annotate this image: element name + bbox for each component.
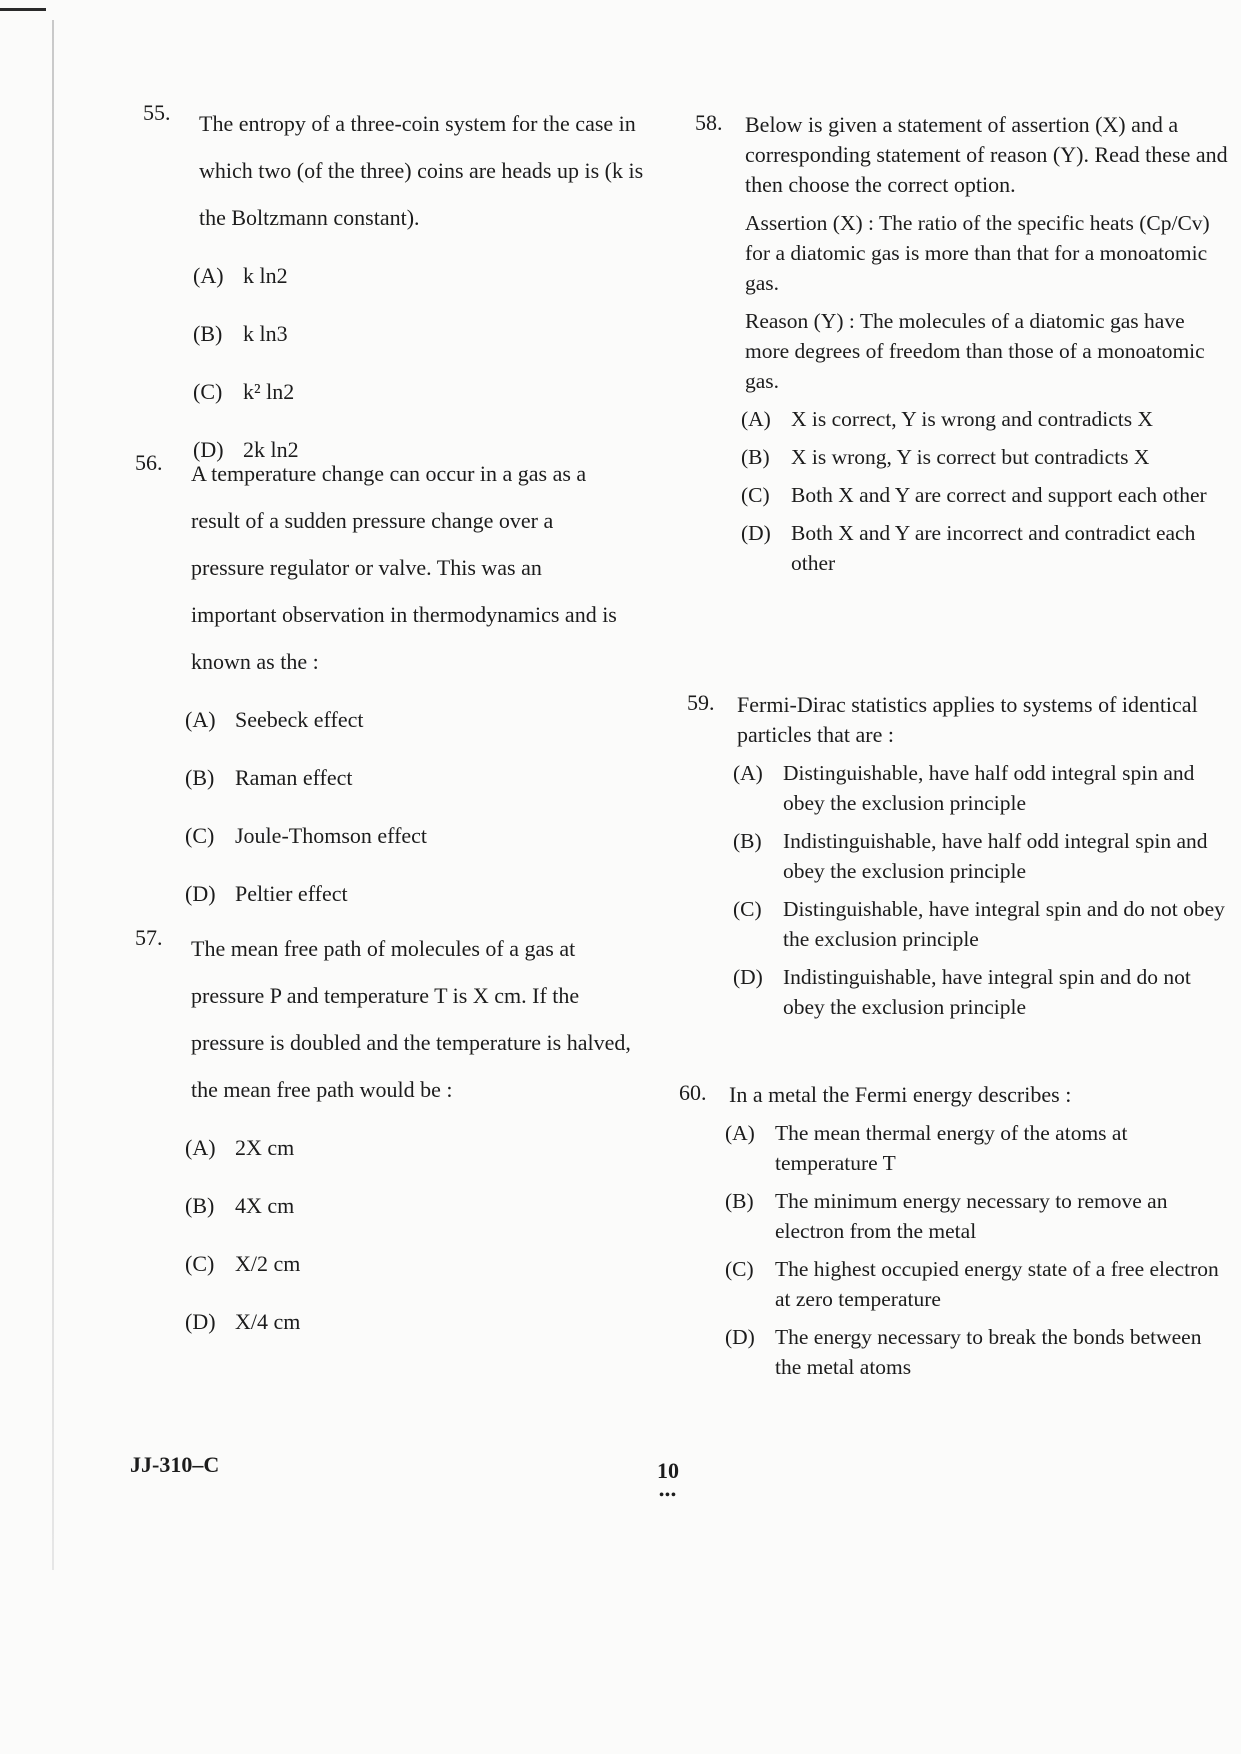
question-number: 60.	[679, 1080, 707, 1105]
option-label: (B)	[725, 1189, 754, 1213]
option-label: (D)	[733, 965, 763, 989]
option-c	[185, 807, 688, 865]
option-label: (C)	[741, 483, 770, 507]
option-b	[193, 305, 688, 363]
option-text: k² ln2	[243, 379, 295, 404]
option-label: (B)	[185, 765, 215, 790]
question-text: Fermi-Dirac statistics applies to systems of identical particles that are :	[737, 692, 1198, 747]
question-60	[679, 1080, 1233, 1382]
option-label: (D)	[741, 521, 771, 545]
option-label: (D)	[725, 1325, 755, 1349]
option-label: (C)	[733, 897, 762, 921]
option-c	[193, 363, 688, 421]
option-text: X/4 cm	[235, 1309, 301, 1334]
option-text: k ln3	[243, 321, 288, 346]
option-b	[741, 442, 1233, 472]
option-text: Raman effect	[235, 765, 353, 790]
option-label: (D)	[185, 1309, 216, 1334]
option-text: The mean thermal energy of the atoms at temperature T	[775, 1121, 1128, 1175]
scan-binding-edge	[52, 20, 54, 1570]
option-label: (A)	[741, 407, 771, 431]
paper-code: JJ-310–C	[130, 1452, 220, 1477]
option-label: (A)	[185, 707, 216, 732]
option-d	[741, 518, 1233, 578]
question-number: 58.	[695, 110, 723, 135]
option-b	[185, 749, 688, 807]
question-text: In a metal the Fermi energy describes :	[729, 1082, 1072, 1107]
option-text: Both X and Y are incorrect and contradict each other	[791, 521, 1196, 575]
question-text: Below is given a statement of assertion (X) and a corresponding statement of reason (Y). Read these and then choose the correct option.	[745, 112, 1228, 197]
option-label: (A)	[193, 263, 224, 288]
question-number: 57.	[135, 925, 163, 950]
option-label: (C)	[725, 1257, 754, 1281]
option-text: Peltier effect	[235, 881, 348, 906]
option-a	[185, 1119, 688, 1177]
option-text: Seebeck effect	[235, 707, 364, 732]
option-label: (B)	[733, 829, 762, 853]
option-text: The energy necessary to break the bonds between the metal atoms	[775, 1325, 1202, 1379]
question-55	[143, 100, 688, 460]
option-text: Distinguishable, have integral spin and do not obey the exclusion principle	[783, 897, 1225, 951]
option-d	[725, 1322, 1233, 1382]
option-text: The minimum energy necessary to remove an electron from the metal	[775, 1189, 1168, 1243]
option-label: (C)	[193, 379, 223, 404]
question-text: The mean free path of molecules of a gas at pressure P and temperature T is X cm. If the pressure is doubled and the temperature is halved, the mean free path would be :	[191, 936, 631, 1102]
option-b	[733, 826, 1233, 886]
option-d	[185, 865, 688, 923]
option-text: 4X cm	[235, 1193, 295, 1218]
question-number: 55.	[143, 100, 171, 125]
option-a	[185, 691, 688, 749]
option-text: X is wrong, Y is correct but contradicts X	[791, 445, 1150, 469]
option-label: (B)	[193, 321, 223, 346]
option-text: Indistinguishable, have integral spin and do not obey the exclusion principle	[783, 965, 1191, 1019]
option-label: (C)	[185, 823, 215, 848]
option-text: Joule-Thomson effect	[235, 823, 428, 848]
option-c	[725, 1254, 1233, 1314]
question-58	[695, 110, 1233, 690]
question-number: 56.	[135, 450, 163, 475]
option-d	[185, 1293, 688, 1351]
option-b	[185, 1177, 688, 1235]
reason-statement: Reason (Y) : The molecules of a diatomic gas have more degrees of freedom than those of a monoatomic gas.	[745, 309, 1205, 393]
scan-corner-mark	[0, 8, 46, 11]
option-text: X is correct, Y is wrong and contradicts X	[791, 407, 1154, 431]
page-dots: •••	[659, 1488, 677, 1503]
question-text: The entropy of a three-coin system for the case in which two (of the three) coins are heads up is (k is the Boltzmann constant).	[199, 111, 644, 230]
option-c	[185, 1235, 688, 1293]
question-text: A temperature change can occur in a gas as a result of a sudden pressure change over a pressure regulator or valve. This was an important observation in thermodynamics and is known as the :	[191, 461, 617, 674]
question-number: 59.	[687, 690, 715, 715]
option-label: (D)	[193, 437, 224, 462]
option-label: (C)	[185, 1251, 215, 1276]
option-c	[733, 894, 1233, 954]
option-label: (B)	[185, 1193, 215, 1218]
question-56	[135, 450, 688, 935]
option-a	[725, 1118, 1233, 1178]
question-59	[687, 690, 1233, 1080]
option-label: (B)	[741, 445, 770, 469]
assertion-statement: Assertion (X) : The ratio of the specific heats (Cp/Cv) for a diatomic gas is more than that for a monoatomic gas.	[745, 211, 1210, 295]
option-b	[725, 1186, 1233, 1246]
option-a	[193, 247, 688, 305]
option-label: (A)	[733, 761, 763, 785]
option-text: X/2 cm	[235, 1251, 301, 1276]
option-text: k ln2	[243, 263, 288, 288]
left-column	[135, 100, 688, 1351]
option-text: Both X and Y are correct and support each other	[791, 483, 1207, 507]
option-text: 2k ln2	[243, 437, 299, 462]
option-text: 2X cm	[235, 1135, 295, 1160]
option-text: Indistinguishable, have half odd integral spin and obey the exclusion principle	[783, 829, 1208, 883]
option-d	[733, 962, 1233, 1022]
option-label: (A)	[185, 1135, 216, 1160]
option-label: (D)	[185, 881, 216, 906]
option-text: Distinguishable, have half odd integral spin and obey the exclusion principle	[783, 761, 1195, 815]
option-c	[741, 480, 1233, 510]
question-57	[135, 925, 688, 1351]
right-column	[679, 110, 1233, 1382]
page-number: 10	[657, 1458, 679, 1483]
option-a	[741, 404, 1233, 434]
option-a	[733, 758, 1233, 818]
option-text: The highest occupied energy state of a free electron at zero temperature	[775, 1257, 1219, 1311]
option-label: (A)	[725, 1121, 755, 1145]
